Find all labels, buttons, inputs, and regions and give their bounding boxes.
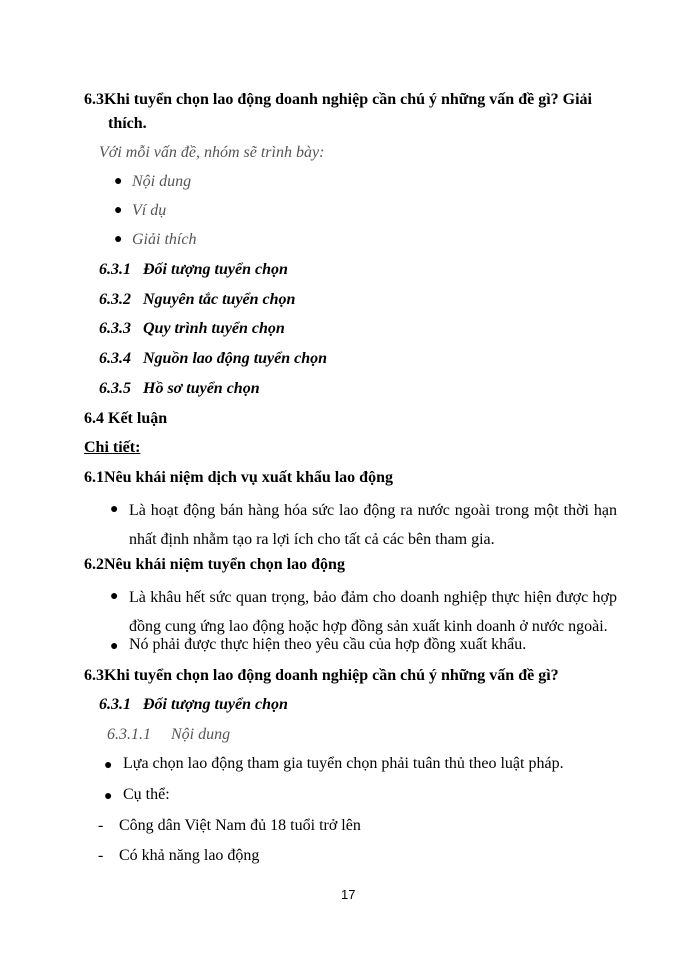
subsection-title: Đối tượng tuyển chọn xyxy=(143,261,288,278)
subsection-number: 6.3.1 xyxy=(99,261,131,278)
bullet-icon: ● xyxy=(114,232,123,247)
paragraph: Là khâu hết sức quan trọng, bảo đảm cho doanh nghiệp thực hiện được hợp đồng cung ứng lao động hoặc hợp đồng sản xuất kinh doanh ở nước ngoài. xyxy=(129,589,617,635)
section-6-3-heading xyxy=(84,90,592,110)
intro-item: Ví dụ xyxy=(132,202,167,219)
section-number: 6.1 xyxy=(84,469,104,486)
intro-item: Giải thích xyxy=(132,231,197,248)
section-title: Nêu khái niệm tuyển chọn lao động xyxy=(104,556,345,573)
paragraph: Là hoạt động bán hàng hóa sức lao động ra nước ngoài trong một thời hạn nhất định nhằm tạo ra lợi ích cho tất cả các bên tham gia. xyxy=(129,502,617,548)
section-number: 6.3 xyxy=(84,667,104,684)
bullet-icon: ● xyxy=(104,789,113,804)
intro-text: Với mỗi vấn đề, nhóm sẽ trình bày: xyxy=(99,144,325,161)
subsection-number: 6.3.1 xyxy=(99,696,131,713)
bullet-icon: ● xyxy=(114,174,123,189)
subsection-number: 6.3.4 xyxy=(99,350,131,367)
bullet-text: Cụ thể: xyxy=(123,786,170,803)
paragraph: Nó phải được thực hiện theo yêu cầu của hợp đồng xuất khẩu. xyxy=(129,636,527,653)
bullet-icon: ● xyxy=(104,758,113,773)
subsection-heading xyxy=(99,260,288,280)
bullet-text: Lựa chọn lao động tham gia tuyển chọn phải tuân thủ theo luật pháp. xyxy=(123,755,564,772)
subsection-title: Nguyên tắc tuyển chọn xyxy=(143,291,296,308)
subsection-heading xyxy=(99,349,327,369)
subsection-number: 6.3.5 xyxy=(99,380,131,397)
section-number: 6.3 xyxy=(84,91,104,108)
intro-item: Nội dung xyxy=(132,173,192,190)
dash-item: Công dân Việt Nam đủ 18 tuổi trở lên xyxy=(119,817,361,834)
subsubsection-heading xyxy=(107,725,230,745)
dash-icon: - xyxy=(98,817,104,834)
subsection-heading xyxy=(99,290,295,310)
details-heading: Chi tiết: xyxy=(84,439,141,456)
section-number: 6.2 xyxy=(84,556,104,573)
bullet-icon: ● xyxy=(110,639,119,654)
subsubsection-title: Nội dung xyxy=(171,726,231,743)
dash-item: Có khả năng lao động xyxy=(119,847,260,864)
subsection-title: Hồ sơ tuyển chọn xyxy=(143,380,260,397)
section-6-1-heading xyxy=(84,468,393,488)
section-6-4-heading: 6.4 Kết luận xyxy=(84,410,168,427)
subsection-heading xyxy=(99,695,288,715)
subsection-heading xyxy=(99,379,260,399)
section-6-3-heading xyxy=(84,666,559,686)
section-title: Khi tuyển chọn lao động doanh nghiệp cần chú ý những vấn đề gì? xyxy=(104,667,559,684)
section-6-3-heading-cont: thích. xyxy=(108,115,147,132)
subsection-title: Đối tượng tuyển chọn xyxy=(143,696,288,713)
bullet-icon: ● xyxy=(110,589,119,604)
section-title: Khi tuyển chọn lao động doanh nghiệp cần chú ý những vấn đề gì? Giải xyxy=(104,91,592,108)
bullet-icon: ● xyxy=(110,502,119,517)
subsection-number: 6.3.2 xyxy=(99,291,131,308)
section-6-2-heading xyxy=(84,555,345,575)
subsection-title: Quy trình tuyển chọn xyxy=(143,320,285,337)
subsubsection-number: 6.3.1.1 xyxy=(107,726,151,743)
subsection-title: Nguồn lao động tuyển chọn xyxy=(143,350,328,367)
bullet-icon: ● xyxy=(114,203,123,218)
page-number: 17 xyxy=(341,887,356,902)
section-title: Nêu khái niệm dịch vụ xuất khẩu lao động xyxy=(104,469,393,486)
subsection-number: 6.3.3 xyxy=(99,320,131,337)
dash-icon: - xyxy=(98,847,104,864)
subsection-heading xyxy=(99,319,285,339)
